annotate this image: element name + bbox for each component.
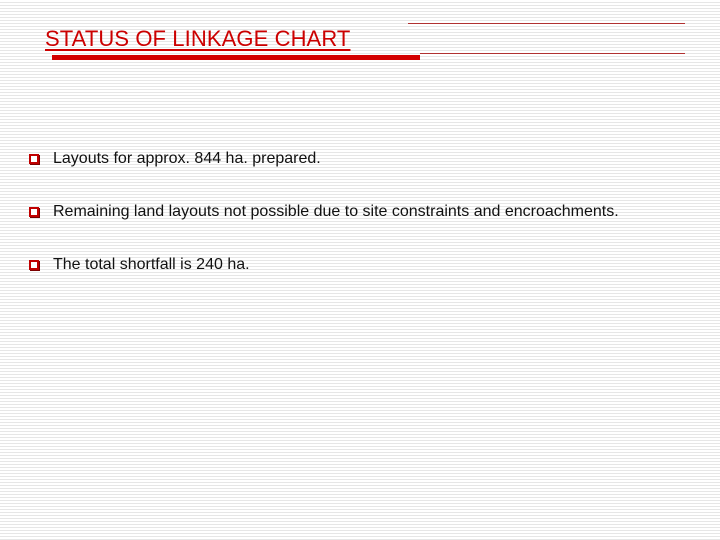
bullet-text: The total shortfall is 240 ha.: [53, 256, 250, 273]
bullet-text: Remaining land layouts not possible due to site constraints and encroachments.: [53, 203, 619, 220]
square-bullet-icon: [29, 207, 39, 217]
square-bullet-icon: [29, 260, 39, 270]
bullet-item: [29, 256, 250, 274]
bullet-item: [29, 150, 321, 168]
bullet-item: [29, 203, 619, 221]
title-underline-rule: [420, 53, 685, 54]
title-underline-bar: [52, 55, 420, 60]
bullet-text: Layouts for approx. 844 ha. prepared.: [53, 150, 321, 167]
slide-title: STATUS OF LINKAGE CHART: [45, 26, 351, 51]
top-right-rule: [408, 23, 685, 24]
square-bullet-icon: [29, 154, 39, 164]
